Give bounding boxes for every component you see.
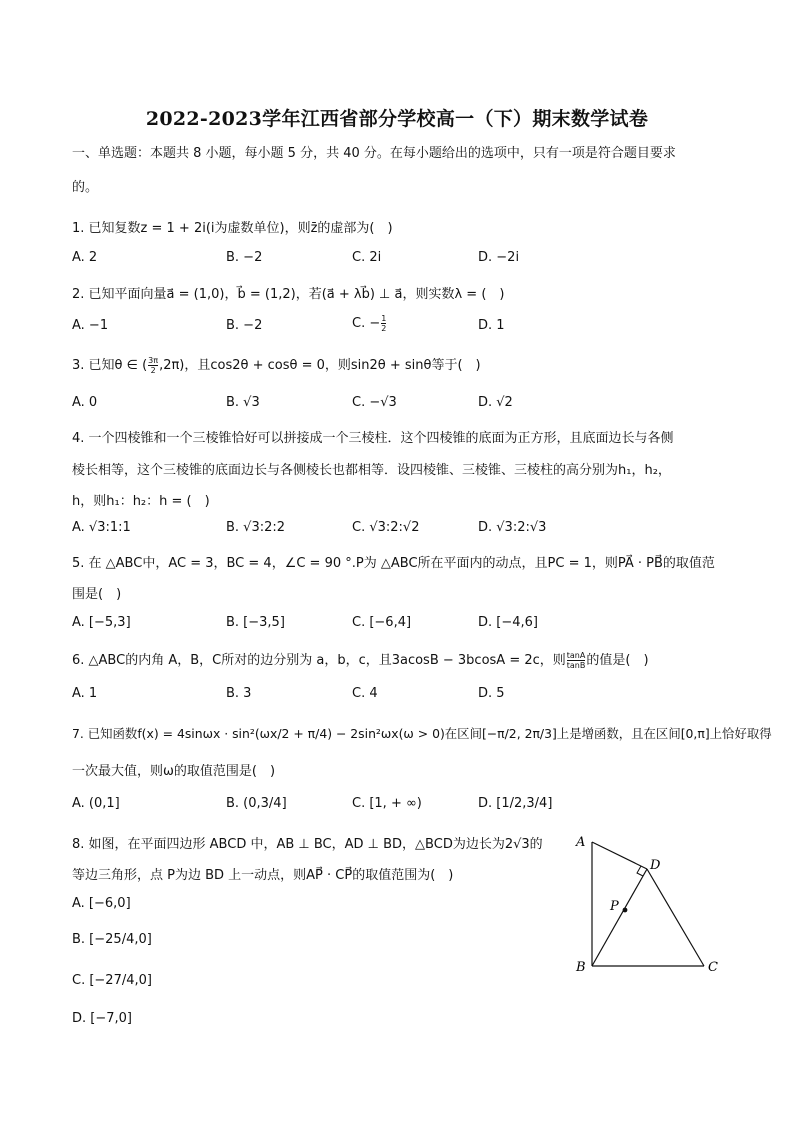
q3-stem-fraction — [148, 356, 158, 375]
page-title: 2022-2023学年江西省部分学校高一（下）期末数学试卷 — [145, 108, 649, 130]
q5-option-a: A. [−5,3] — [72, 615, 131, 630]
q1-option-b: B. −2 — [226, 250, 263, 265]
q8-stem-line1: 8. 如图，在平面四边形 ABCD 中，AB ⊥ BC，AD ⊥ BD，△BCD为边长为2√3的 — [72, 837, 543, 852]
fraction-numerator: 3π — [148, 356, 159, 365]
q6-stem-suffix: 的值是( ) — [586, 653, 649, 668]
q7-stem-line2: 一次最大值，则ω的取值范围是( ) — [72, 764, 276, 779]
q1-option-d: D. −2i — [478, 250, 520, 265]
q3-option-a: A. 0 — [72, 395, 98, 410]
q8-stem-line2: 等边三角形，点 P为边 BD 上一动点，则AP⃗ · CP⃗的取值范围为( ) — [72, 868, 454, 883]
fraction-denominator: tanB — [566, 661, 586, 670]
q3-stem-suffix: ,2π)，且cos2θ + cosθ = 0，则sin2θ + sinθ等于( ) — [159, 358, 481, 373]
q6-stem — [72, 649, 649, 670]
label-b: B — [576, 960, 586, 975]
q4-stem-line3: h，则h₁：h₂：h = ( ) — [72, 494, 210, 509]
q2-option-d: D. 1 — [478, 318, 505, 333]
q2-option-c-fraction — [381, 314, 386, 333]
q6-option-a: A. 1 — [72, 686, 98, 701]
q5-stem-line2: 围是( ) — [72, 587, 122, 602]
q8-option-d: D. [−7,0] — [72, 1011, 132, 1026]
right-angle-mark — [637, 866, 643, 876]
q7-option-c: C. [1, + ∞) — [352, 796, 422, 811]
q3-option-d: D. √2 — [478, 395, 513, 410]
q4-option-c: C. √3:2:√2 — [352, 520, 420, 535]
q7-stem-line1: 7. 已知函数f(x) = 4sinωx · sin²(ωx/2 + π/4) − 2sin²ωx(ω > 0)在区间[−π/2, 2π/3]上是增函数，且在区间[0,π]上恰好取得 — [72, 726, 772, 741]
point-p — [623, 908, 628, 913]
q1-option-c: C. 2i — [352, 250, 382, 265]
q2-option-b: B. −2 — [226, 318, 263, 333]
q4-stem-line2: 棱长相等，这个三棱锥的底面边长与各侧棱长也都相等．设四棱锥、三棱锥、三棱柱的高分别为h₁，h₂， — [72, 463, 671, 478]
segment-ad — [592, 842, 647, 869]
fraction-denominator: 2 — [381, 324, 387, 333]
q8-option-a: A. [−6,0] — [72, 896, 131, 911]
label-c: C — [708, 960, 718, 975]
q6-stem-prefix: 6. △ABC的内角 A，B，C所对的边分别为 a，b，c，且3acosB − 3bcosA = 2c，则 — [72, 653, 566, 668]
q4-option-a: A. √3:1:1 — [72, 520, 131, 535]
quadrilateral-diagram — [568, 828, 738, 978]
q3-stem — [72, 354, 481, 375]
fraction-denominator: 2 — [148, 365, 158, 375]
q7-option-a: A. (0,1] — [72, 796, 120, 811]
q2-option-c-prefix: C. − — [352, 316, 381, 331]
q7-option-b: B. (0,3/4] — [226, 796, 287, 811]
q5-option-d: D. [−4,6] — [478, 615, 538, 630]
section-heading-line2: 的。 — [72, 180, 99, 195]
q3-option-c: C. −√3 — [352, 395, 397, 410]
q3-stem-prefix: 3. 已知θ ∈ ( — [72, 358, 148, 373]
q5-option-b: B. [−3,5] — [226, 615, 285, 630]
q4-option-d: D. √3:2:√3 — [478, 520, 547, 535]
q5-stem-line1: 5. 在 △ABC中，AC = 3，BC = 4，∠C = 90 °.P为 △ABC所在平面内的动点，且PC = 1，则PA⃗ · PB⃗的取值范 — [72, 556, 715, 571]
q1-stem: 1. 已知复数z = 1 + 2i(i为虚数单位)，则z̄的虚部为( ) — [72, 221, 393, 236]
q8-option-c: C. [−27/4,0] — [72, 973, 152, 988]
label-a: A — [576, 835, 586, 850]
label-p: P — [610, 899, 619, 914]
q7-option-d: D. [1/2,3/4] — [478, 796, 553, 811]
q6-option-c: C. 4 — [352, 686, 378, 701]
segment-bd — [592, 869, 647, 966]
fraction-numerator: 1 — [381, 314, 387, 323]
q1-option-a: A. 2 — [72, 250, 98, 265]
q4-option-b: B. √3:2:2 — [226, 520, 286, 535]
q2-option-a: A. −1 — [72, 318, 109, 333]
q6-option-b: B. 3 — [226, 686, 252, 701]
q5-option-c: C. [−6,4] — [352, 615, 412, 630]
q6-stem-fraction — [567, 651, 586, 670]
fraction-numerator: tanA — [566, 651, 586, 660]
q3-option-b: B. √3 — [226, 395, 260, 410]
q2-option-c — [352, 314, 387, 333]
segment-dc — [647, 869, 704, 966]
q4-stem-line1: 4. 一个四棱锥和一个三棱锥恰好可以拼接成一个三棱柱．这个四棱锥的底面为正方形，且底面边长与各侧 — [72, 431, 674, 446]
q8-option-b: B. [−25/4,0] — [72, 932, 152, 947]
q2-stem: 2. 已知平面向量a⃗ = (1,0)，b⃗ = (1,2)，若(a⃗ + λb⃗) ⊥ a⃗，则实数λ = ( ) — [72, 287, 505, 302]
q6-option-d: D. 5 — [478, 686, 505, 701]
label-d: D — [650, 858, 661, 873]
section-heading-line1: 一、单选题：本题共 8 小题，每小题 5 分，共 40 分。在每小题给出的选项中，只有一项是符合题目要求 — [72, 146, 676, 161]
